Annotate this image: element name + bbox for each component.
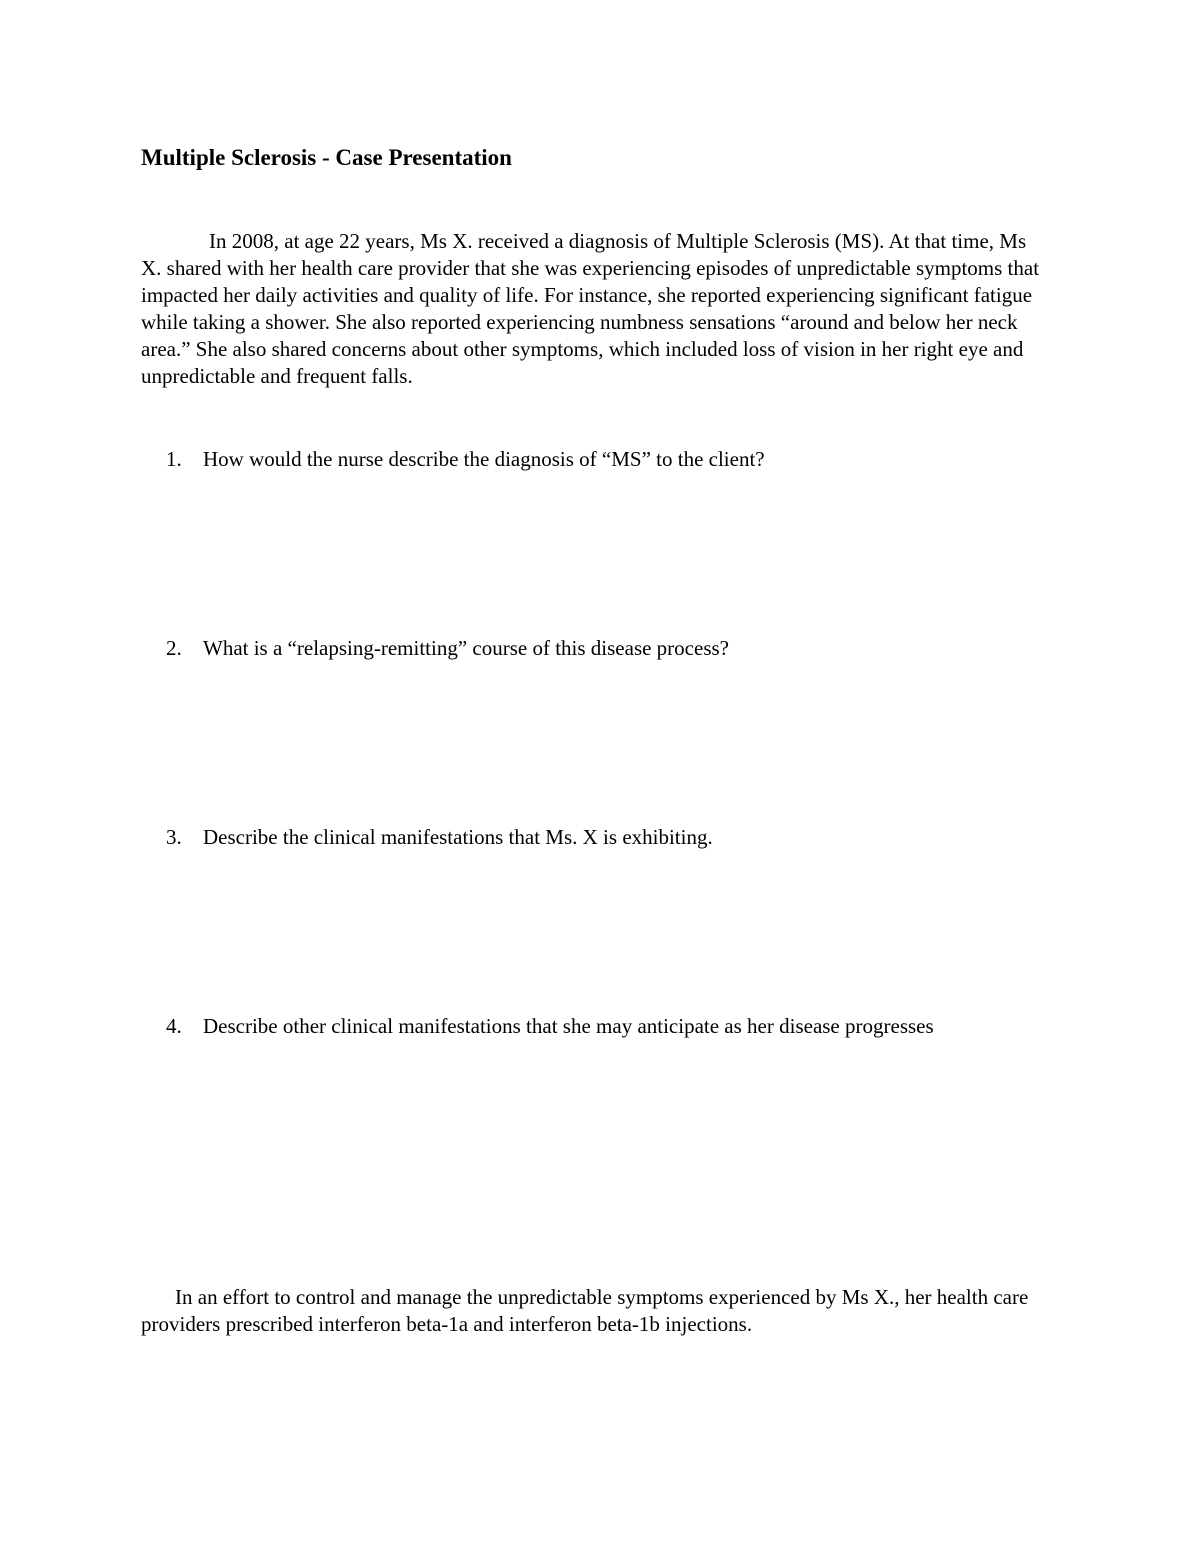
question-number: 2. <box>166 636 182 660</box>
question-item-3 <box>166 824 713 851</box>
question-text: How would the nurse describe the diagnosis of “MS” to the client? <box>203 447 765 471</box>
question-item-1 <box>166 446 765 473</box>
intro-paragraph <box>141 228 1051 390</box>
question-text: What is a “relapsing-remitting” course of this disease process? <box>203 636 729 660</box>
question-text: Describe other clinical manifestations that she may anticipate as her disease progresses <box>203 1014 934 1038</box>
closing-paragraph <box>141 1284 1051 1338</box>
question-number: 4. <box>166 1014 182 1038</box>
question-number: 1. <box>166 447 182 471</box>
question-item-4 <box>166 1013 934 1040</box>
closing-paragraph-text: In an effort to control and manage the unpredictable symptoms experienced by Ms X., her health care providers prescribed interferon beta-1a and interferon beta-1b injections. <box>141 1285 1029 1336</box>
question-item-2 <box>166 635 729 662</box>
question-number: 3. <box>166 825 182 849</box>
page-title: Multiple Sclerosis - Case Presentation <box>141 145 512 170</box>
question-text: Describe the clinical manifestations that Ms. X is exhibiting. <box>203 825 713 849</box>
intro-paragraph-text: In 2008, at age 22 years, Ms X. received a diagnosis of Multiple Sclerosis (MS). At that time, Ms X. shared with her health care provider that she was experiencing episodes of unpredictable symptoms that impacted her daily activities and quality of life. For instance, she reported experiencing significant fatigue while taking a shower. She also reported experiencing numbness sensations “around and below her neck area.” She also shared concerns about other symptoms, which included loss of vision in her right eye and unpredictable and frequent falls. <box>141 229 1040 388</box>
